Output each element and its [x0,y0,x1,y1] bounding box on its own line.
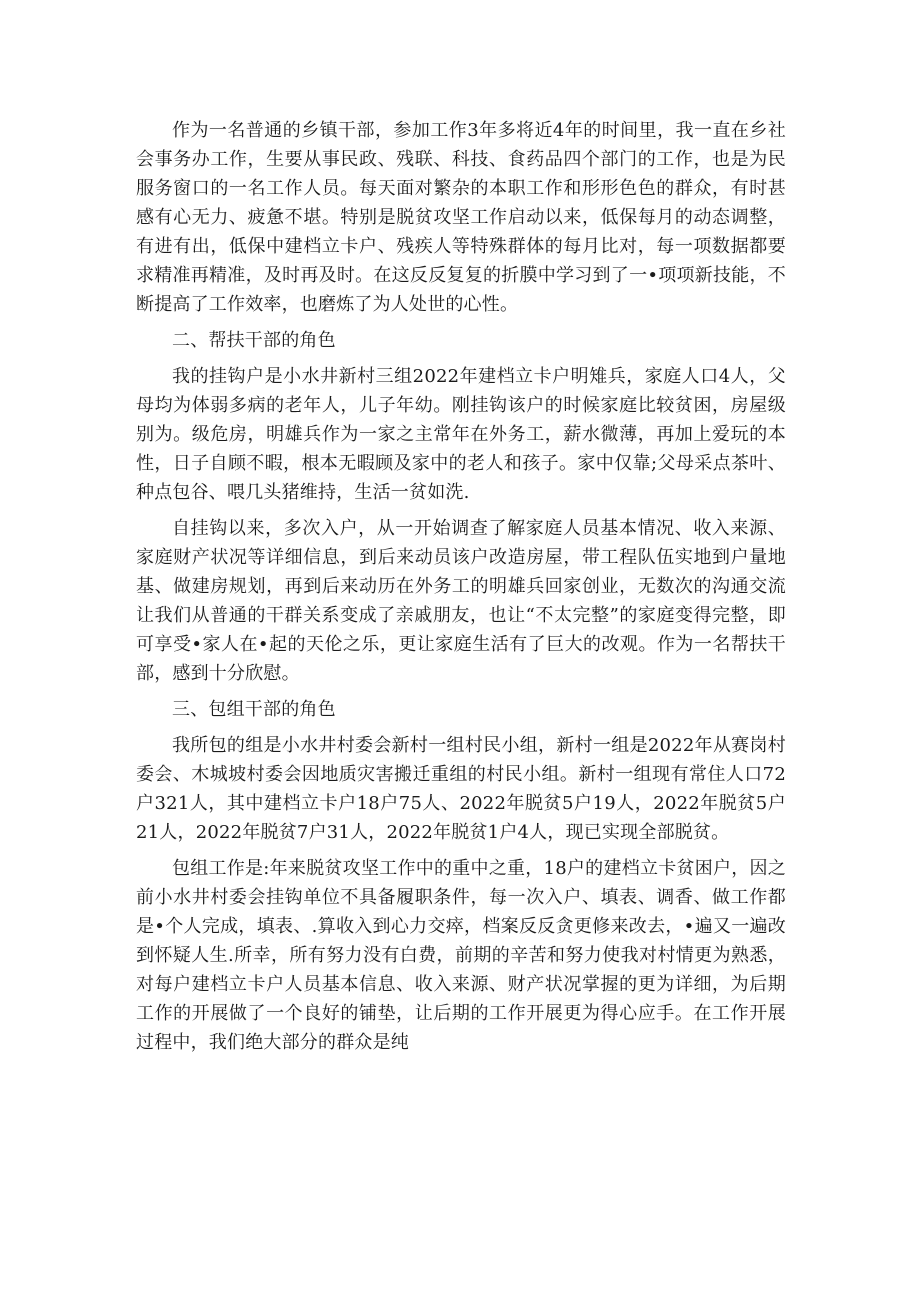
document-body [136,116,786,1057]
section-heading-3: 三、包组干部的角色 [172,699,336,720]
section-heading-2: 二、帮扶干部的角色 [172,330,336,351]
paragraph-assistance-process: 自挂钩以来，多次入户，从一开始调查了解家庭人员基本情况、收入来源、家庭财产状况等详细信息，到后来动员该户改造房屋，带工程队伍实地到户量地基、做建房规划，再到后来动历在外务工的明雄兵回家创业，无数次的沟通交流让我们从普通的干群关系变成了亲戚朋友，也让“不太完整”的家庭变得完整，即可享受•家人在•起的天伦之乐，更让家庭生活有了巨大的改观。作为一名帮扶干部，感到十分欣慰。 [136,518,786,684]
paragraph-work-intro: 作为一名普通的乡镇干部，参加工作3年多将近4年的时间里，我一直在乡社会事务办工作，生要从事民政、残联、科技、食药品四个部门的工作，也是为民服务窗口的一名工作人员。每天面对繁杂的本职工作和形形色色的群众，有时甚感有心无力、疲惫不堪。特别是脱贫攻坚工作启动以来，低保每月的动态调整，有进有出，低保中建档立卡户、残疾人等特殊群体的每月比对，每一项数据都要求精准再精准，及时再及时。在这反反复复的折膜中学习到了一•项项新技能，不断提高了工作效率，也磨炼了为人处世的心性。 [136,120,786,315]
paragraph-household-background: 我的挂钩户是小水井新村三组2022年建档立卡户明雉兵，家庭人口4人，父母均为体弱多病的老年人，儿子年幼。刚挂钩该户的时候家庭比较贫困，房屋级别为。级危房，明雄兵作为一家之主常年在外务工，薪水微薄，再加上爱玩的本性，日子自顾不暇，根本无暇顾及家中的老人和孩子。家中仅靠;父母采点茶叶、种点包谷、喂几头猪维持，生活一贫如洗. [136,366,786,503]
paragraph-group-work: 包组工作是:年来脱贫攻坚工作中的重中之重，18户的建档立卡贫困户，因之前小水井村委会挂钩单位不具备履职条件，每一次入户、填表、调香、做工作都是•个人完成，填表、.算收入到心力交瘁，档案反反贪更修来改去，•遍又一遍改到怀疑人生.所幸，所有努力没有白费，前期的辛苦和努力使我对村情更为熟悉，对每户建档立卡户人员基本信息、收入来源、财产状况掌握的更为详细，为后期工作的开展做了一个良好的铺垫，让后期的工作开展更为得心应手。在工作开展过程中，我们绝大部分的群众是纯 [136,858,786,1053]
paragraph-group-overview: 我所包的组是小水井村委会新村一组村民小组，新村一组是2022年从赛岗村委会、木城坡村委会因地质灾害搬迁重组的村民小组。新村一组现有常住人口72户321人，其中建档立卡户18户75人、2022年脱贫5户19人，2022年脱贫5户21人，2022年脱贫7户31人，2022年脱贫1户4人，现已实现全部脱贫。 [136,735,786,843]
